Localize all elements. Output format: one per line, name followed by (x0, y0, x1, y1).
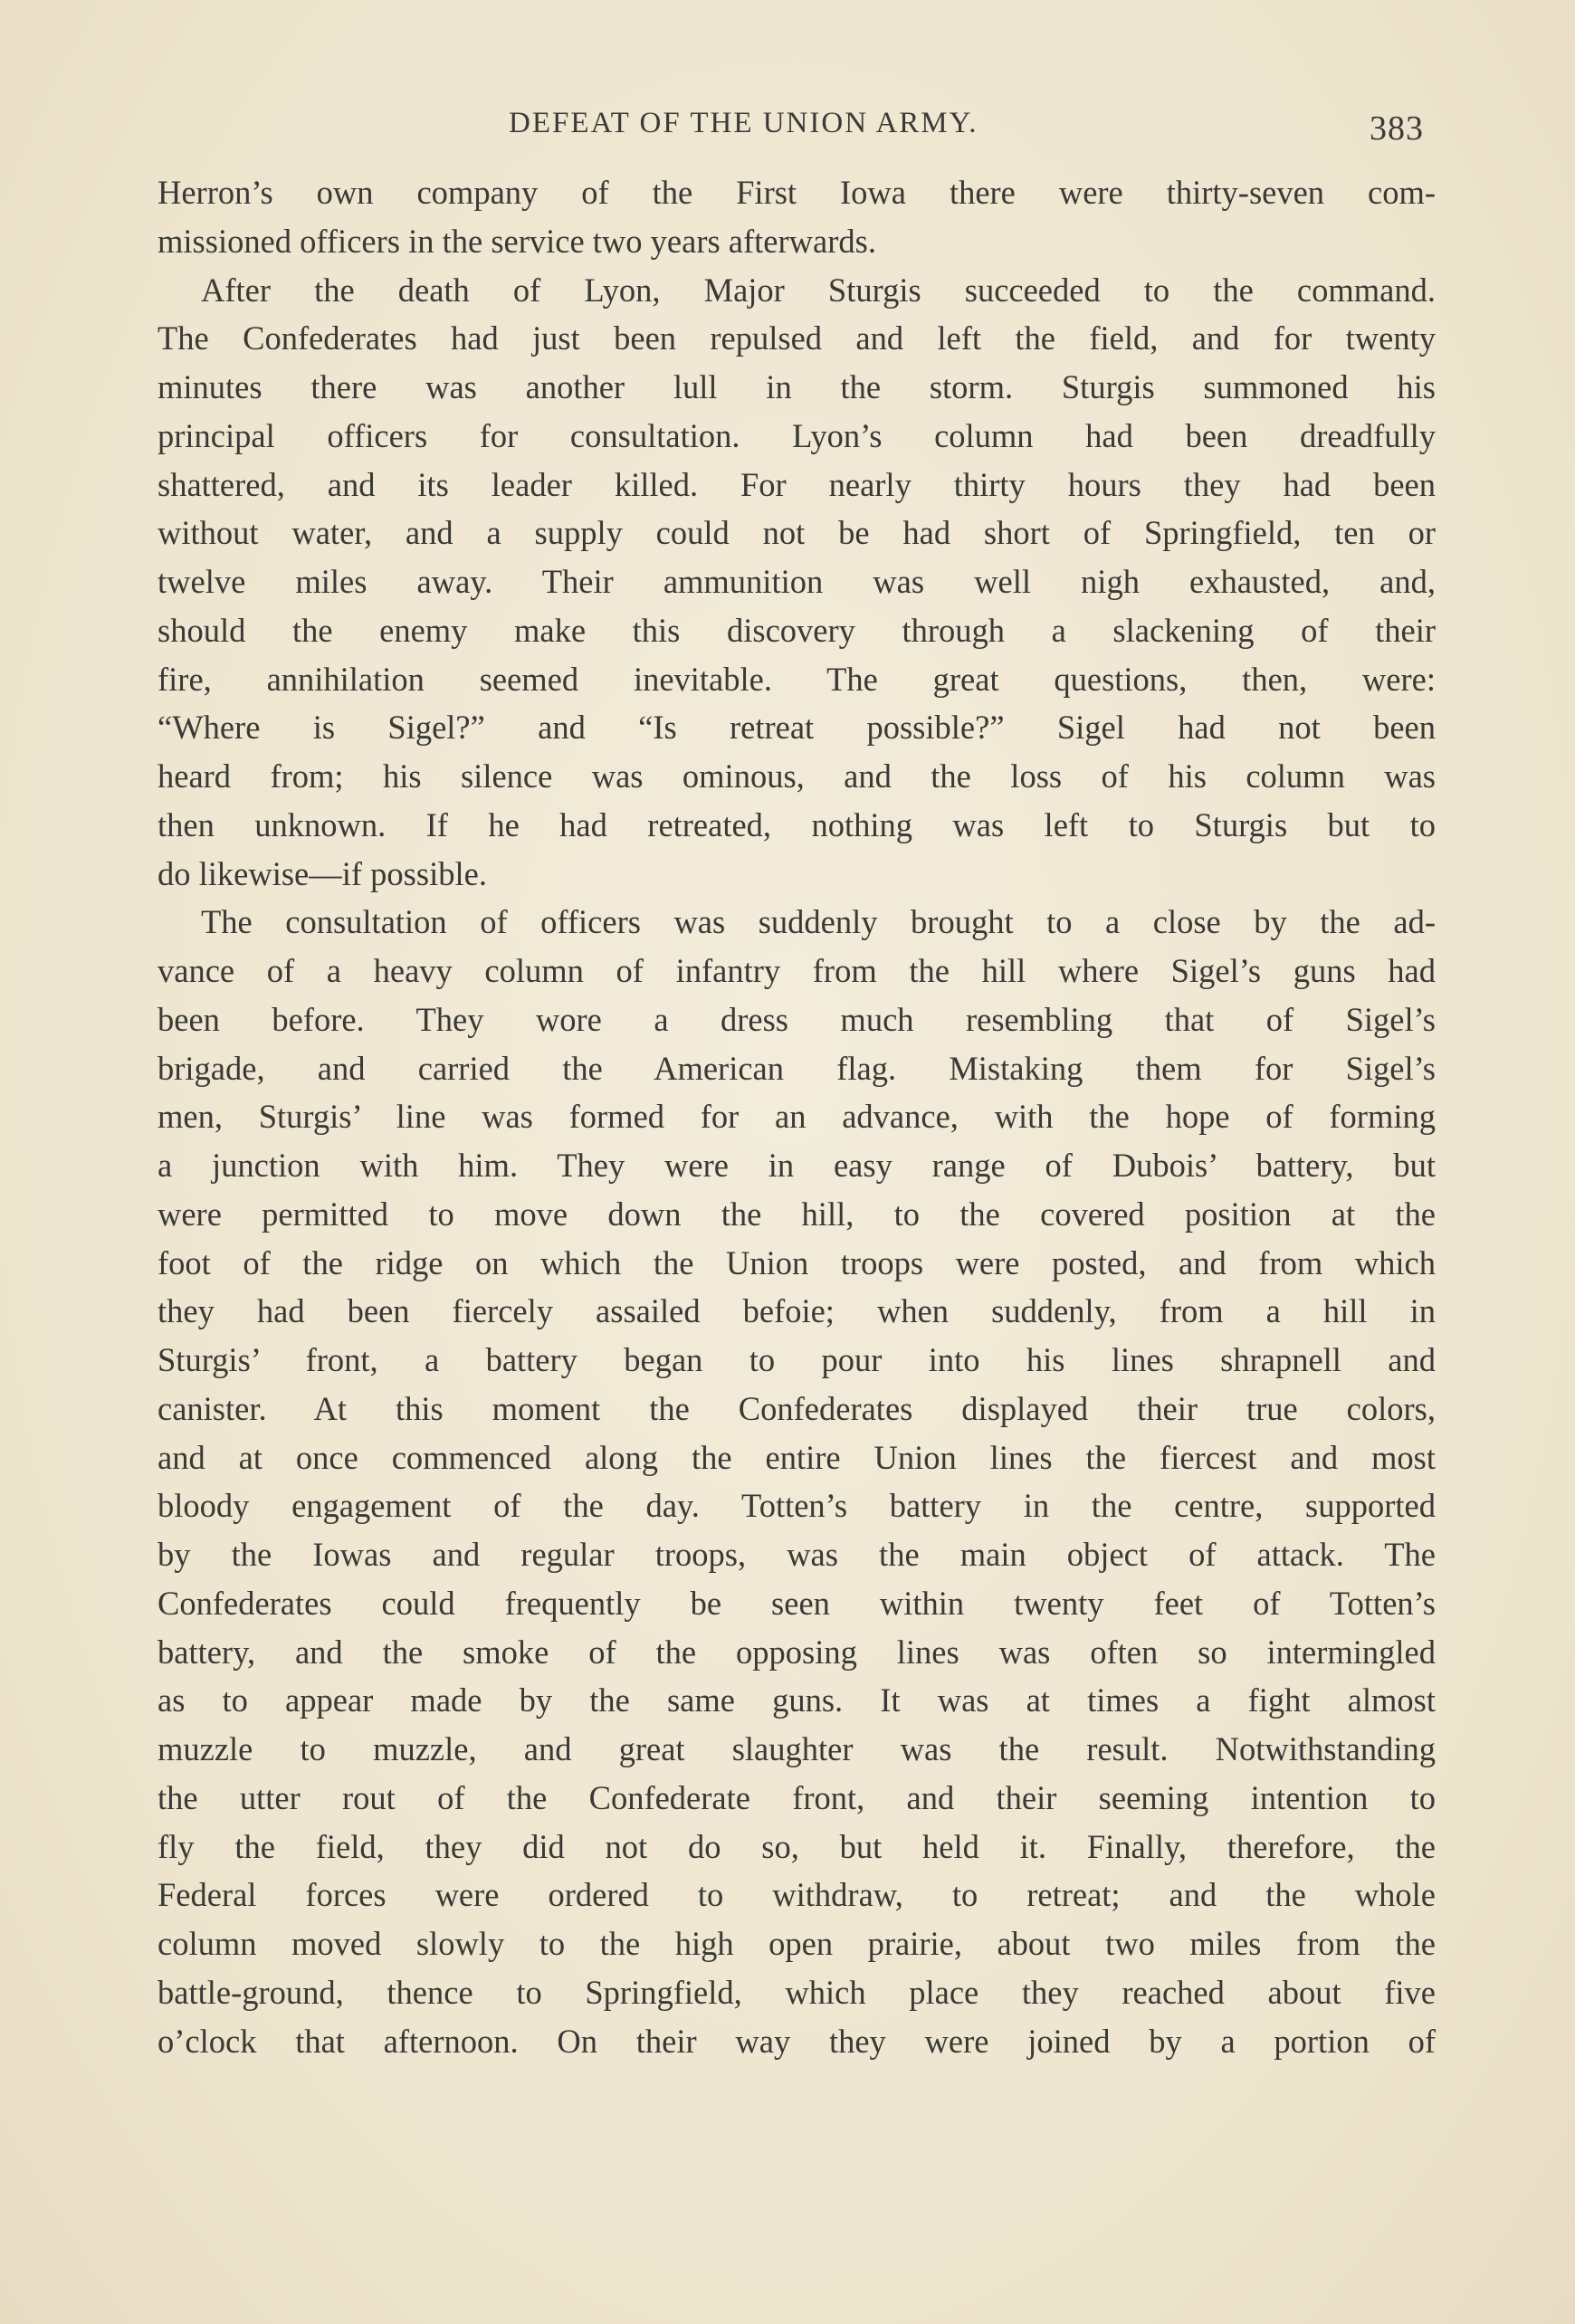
text-line: battery, and the smoke of the opposing lines was often so intermingled (158, 1633, 1436, 1671)
body-text (158, 168, 1436, 2065)
text-line: brigade, and carried the American flag. Mistaking them for Sigel’s (158, 1049, 1436, 1087)
paragraph-start-line: The consultation of officers was suddenly brought to a close by the ad- (201, 903, 1436, 941)
text-line: then unknown. If he had retreated, nothing was left to Sturgis but to (158, 805, 1436, 843)
text-line: shattered, and its leader killed. For nearly thirty hours they had been (158, 465, 1436, 503)
text-line: canister. At this moment the Confederates displayed their true colors, (158, 1389, 1436, 1427)
text-line: a junction with him. They were in easy range of Dubois’ battery, but (158, 1147, 1436, 1184)
paragraph-start-line: After the death of Lyon, Major Sturgis succeeded to the command. (201, 271, 1436, 309)
text-line: they had been fiercely assailed befoie; when suddenly, from a hill in (158, 1292, 1436, 1330)
text-line: minutes there was another lull in the storm. Sturgis summoned his (158, 368, 1436, 405)
text-line: been before. They wore a dress much resembling that of Sigel’s (158, 1000, 1436, 1038)
text-line: bloody engagement of the day. Totten’s battery in the centre, supported (158, 1487, 1436, 1525)
running-head (0, 107, 1575, 161)
text-line: do likewise—if possible. (158, 854, 487, 892)
text-line: column moved slowly to the high open prairie, about two miles from the (158, 1925, 1436, 1962)
text-line: “Where is Sigel?” and “Is retreat possible?” Sigel had not been (158, 709, 1436, 747)
text-line: Herron’s own company of the First Iowa there were thirty-seven com- (158, 174, 1436, 211)
text-line: missioned officers in the service two years afterwards. (158, 222, 876, 260)
chapter-running-title: DEFEAT OF THE UNION ARMY. (509, 107, 978, 139)
text-line: Sturgis’ front, a battery began to pour into his lines shrapnell and (158, 1341, 1436, 1378)
text-line: should the enemy make this discovery through a slackening of their (158, 611, 1436, 649)
text-line: muzzle to muzzle, and great slaughter was the result. Notwithstanding (158, 1730, 1436, 1767)
text-line: by the Iowas and regular troops, was the main object of attack. The (158, 1536, 1436, 1573)
text-line: principal officers for consultation. Lyon’s column had been dreadfully (158, 416, 1436, 454)
text-line: heard from; his silence was ominous, and the loss of his column was (158, 757, 1436, 795)
text-line: fire, annihilation seemed inevitable. The great questions, then, were: (158, 660, 1436, 698)
text-line: Federal forces were ordered to withdraw, to retreat; and the whole (158, 1876, 1436, 1914)
text-line: the utter rout of the Confederate front, and their seeming intention to (158, 1778, 1436, 1816)
text-line: were permitted to move down the hill, to the covered position at the (158, 1195, 1436, 1233)
text-line: o’clock that afternoon. On their way they were joined by a portion of (158, 2022, 1436, 2060)
text-line: The Confederates had just been repulsed and left the field, and for twenty (158, 319, 1436, 357)
text-line: battle-ground, thence to Springfield, which place they reached about five (158, 1973, 1436, 2011)
text-line: fly the field, they did not do so, but held it. Finally, therefore, the (158, 1827, 1436, 1865)
text-line: without water, and a supply could not be had short of Springfield, ten or (158, 514, 1436, 552)
text-line: vance of a heavy column of infantry from the hill where Sigel’s guns had (158, 952, 1436, 989)
text-line: men, Sturgis’ line was formed for an advance, with the hope of forming (158, 1098, 1436, 1136)
text-line: foot of the ridge on which the Union troops were posted, and from which (158, 1243, 1436, 1281)
text-line: Confederates could frequently be seen within twenty feet of Totten’s (158, 1584, 1436, 1622)
page-number: 383 (1370, 110, 1424, 148)
text-line: as to appear made by the same guns. It was at times a fight almost (158, 1681, 1436, 1719)
text-line: twelve miles away. Their ammunition was well nigh exhausted, and, (158, 563, 1436, 600)
text-line: and at once commenced along the entire Union lines the fiercest and most (158, 1438, 1436, 1476)
